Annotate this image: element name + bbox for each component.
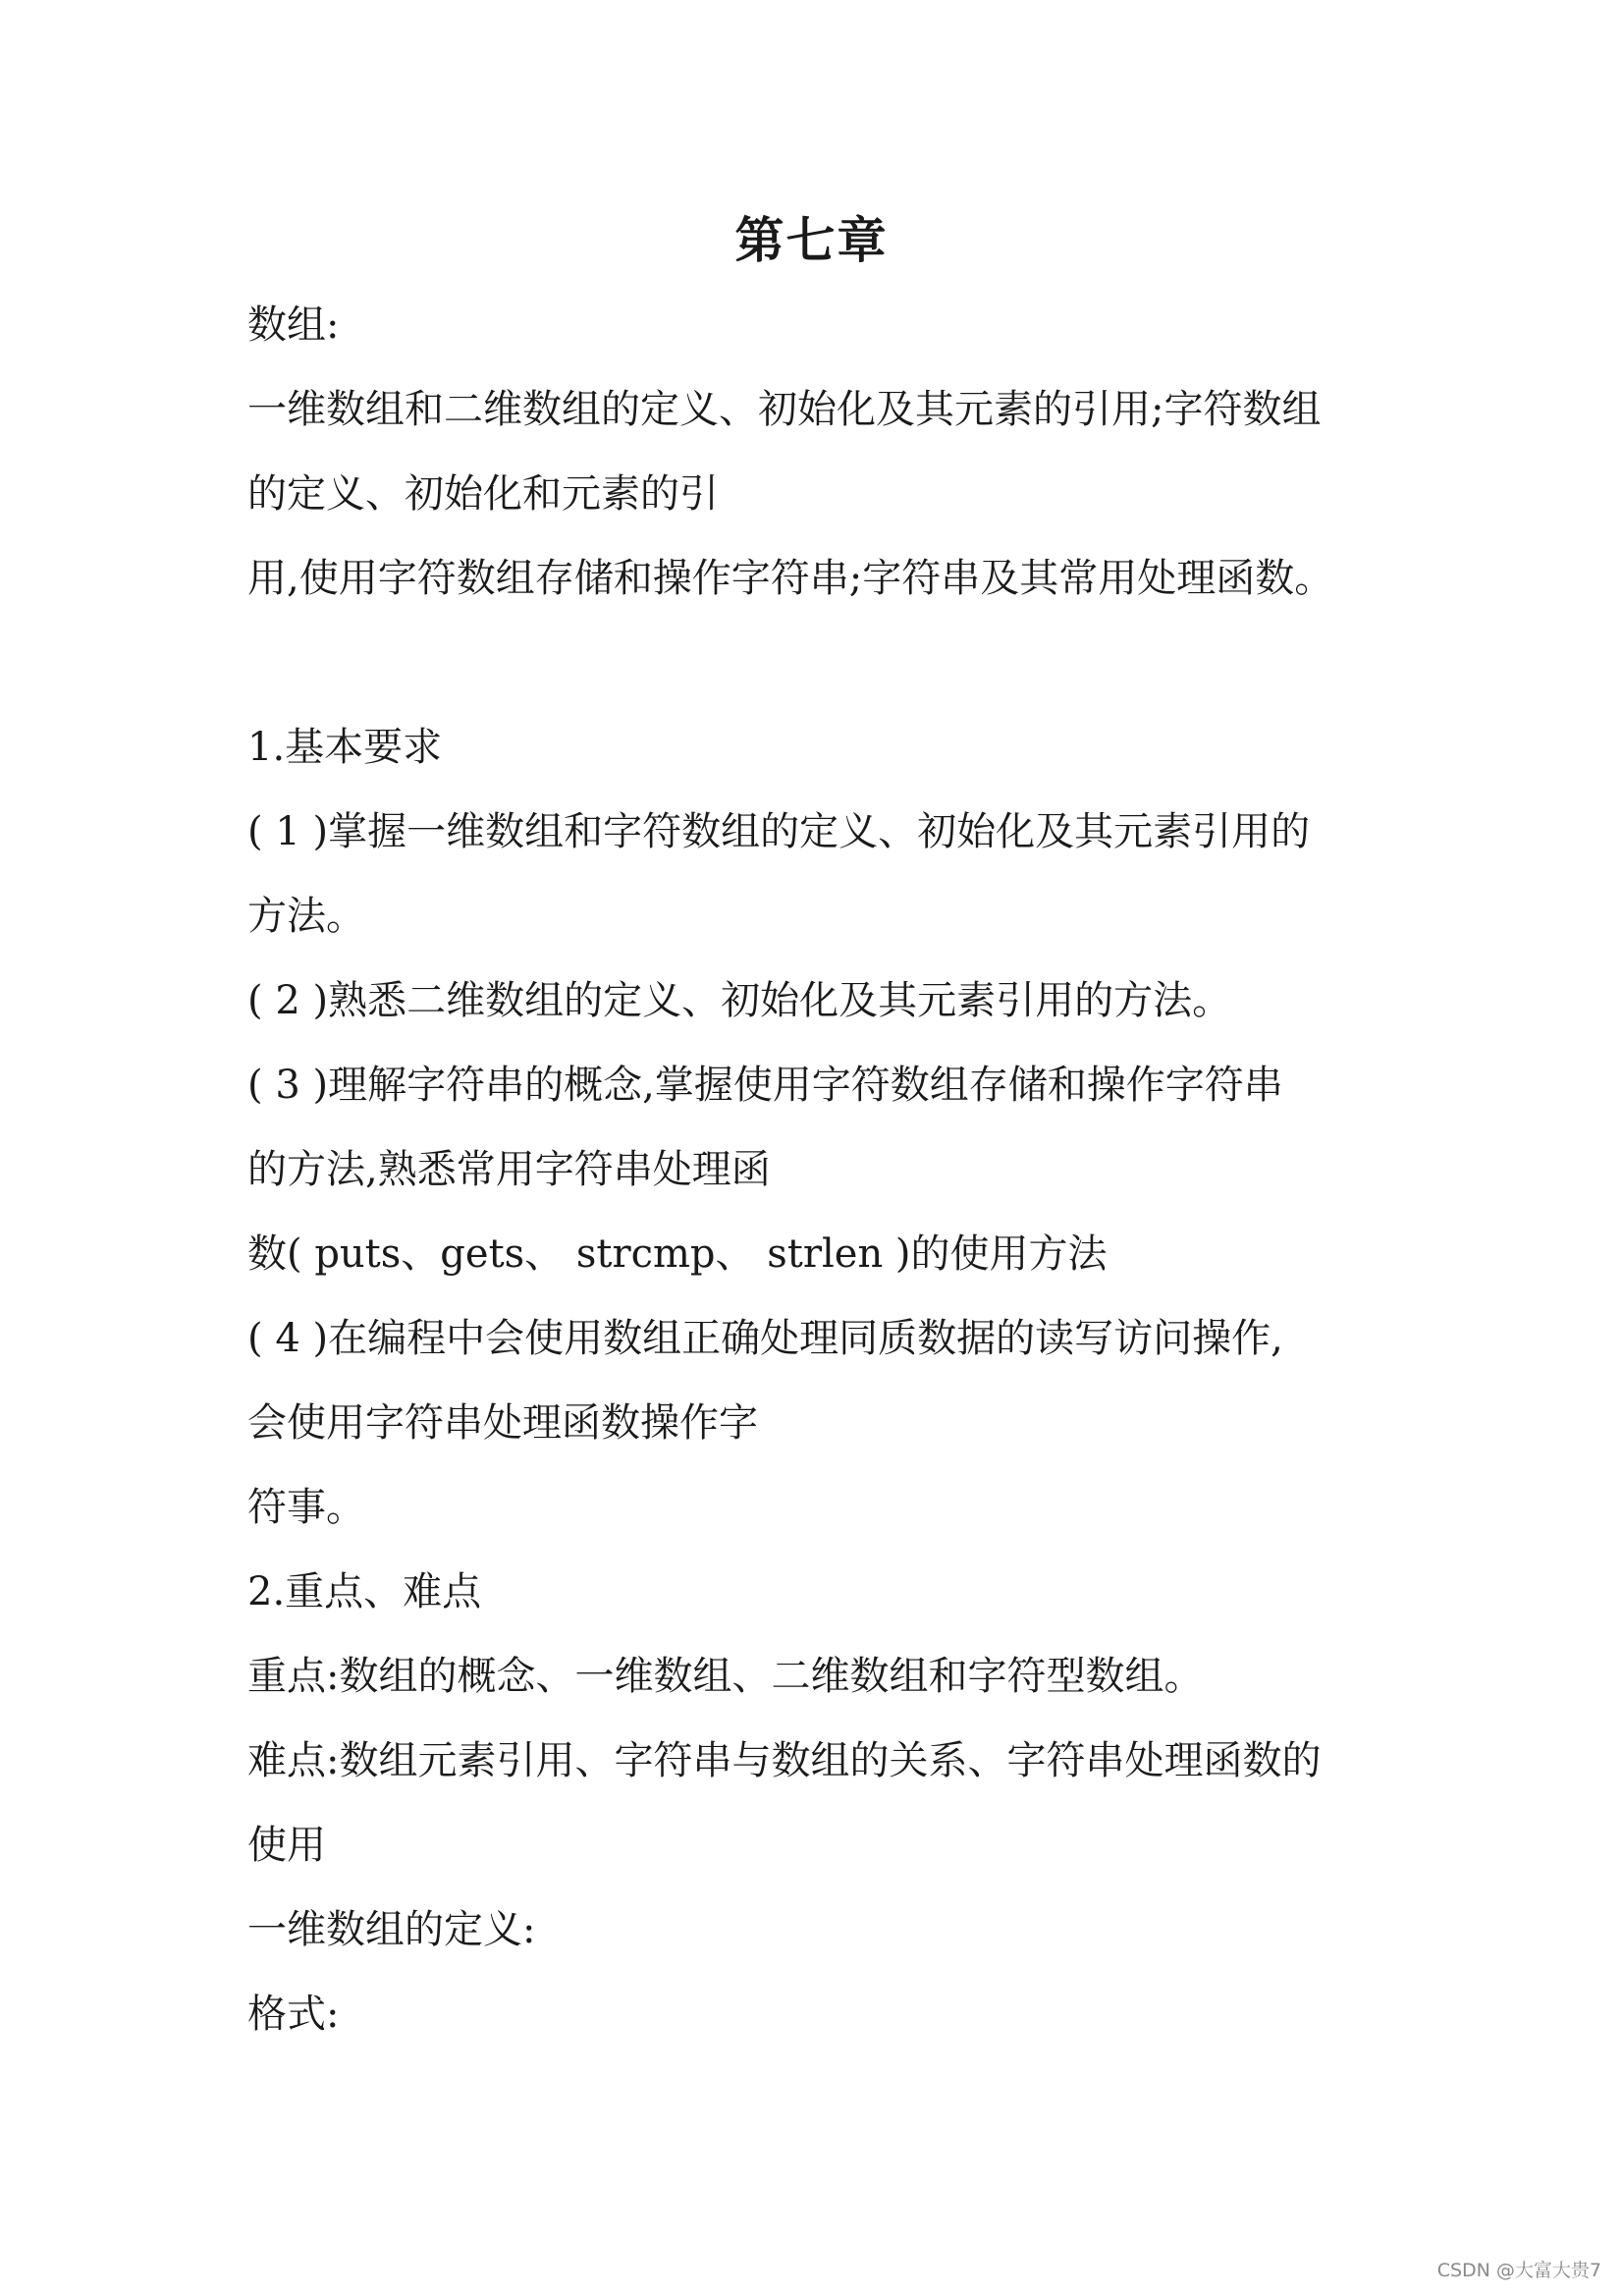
watermark: CSDN @大富大贵7 <box>1436 2260 1601 2281</box>
text-line-req-4c: 符事。 <box>247 1485 365 1530</box>
text-line-arrays-label: 数组: <box>247 302 340 348</box>
text-line-intro-3: 用,使用字符数组存储和操作字符串;字符串及其常用处理函数。 <box>247 556 1334 601</box>
text-line-req-2: ( 2 )熟悉二维数组的定义、初始化及其元素引用的方法。 <box>247 978 1232 1023</box>
section-heading-basic-requirements: 1.基本要求 <box>247 725 443 770</box>
text-line-intro-2: 的定义、初始化和元素的引 <box>247 471 719 517</box>
text-line-key-points: 重点:数组的概念、一维数组、二维数组和字符型数组。 <box>247 1654 1204 1699</box>
text-line-intro-1: 一维数组和二维数组的定义、初始化及其元素的引用;字符数组 <box>247 387 1322 432</box>
text-line-difficulties-a: 难点:数组元素引用、字符串与数组的关系、字符串处理函数的 <box>247 1738 1322 1783</box>
text-line-req-4a: ( 4 )在编程中会使用数组正确处理同质数据的读写访问操作, <box>247 1316 1283 1361</box>
text-line-req-3b: 的方法,熟悉常用字符串处理函 <box>247 1147 771 1192</box>
text-line-1d-array-definition: 一维数组的定义: <box>247 1907 536 1952</box>
text-line-req-3a: ( 3 )理解字符串的概念,掌握使用字符数组存储和操作字符串 <box>247 1063 1283 1108</box>
text-line-req-1b: 方法。 <box>247 894 365 939</box>
chapter-title: 第七章 <box>734 211 889 269</box>
text-line-req-1a: ( 1 )掌握一维数组和字符数组的定义、初始化及其元素引用的 <box>247 809 1311 854</box>
text-line-req-3c: 数( puts、gets、 strcmp、 strlen )的使用方法 <box>247 1231 1108 1277</box>
text-line-difficulties-b: 使用 <box>247 1823 326 1868</box>
section-heading-key-points: 2.重点、难点 <box>247 1569 482 1614</box>
text-line-format: 格式: <box>247 1992 340 2037</box>
text-line-req-4b: 会使用字符串处理函数操作字 <box>247 1400 758 1446</box>
